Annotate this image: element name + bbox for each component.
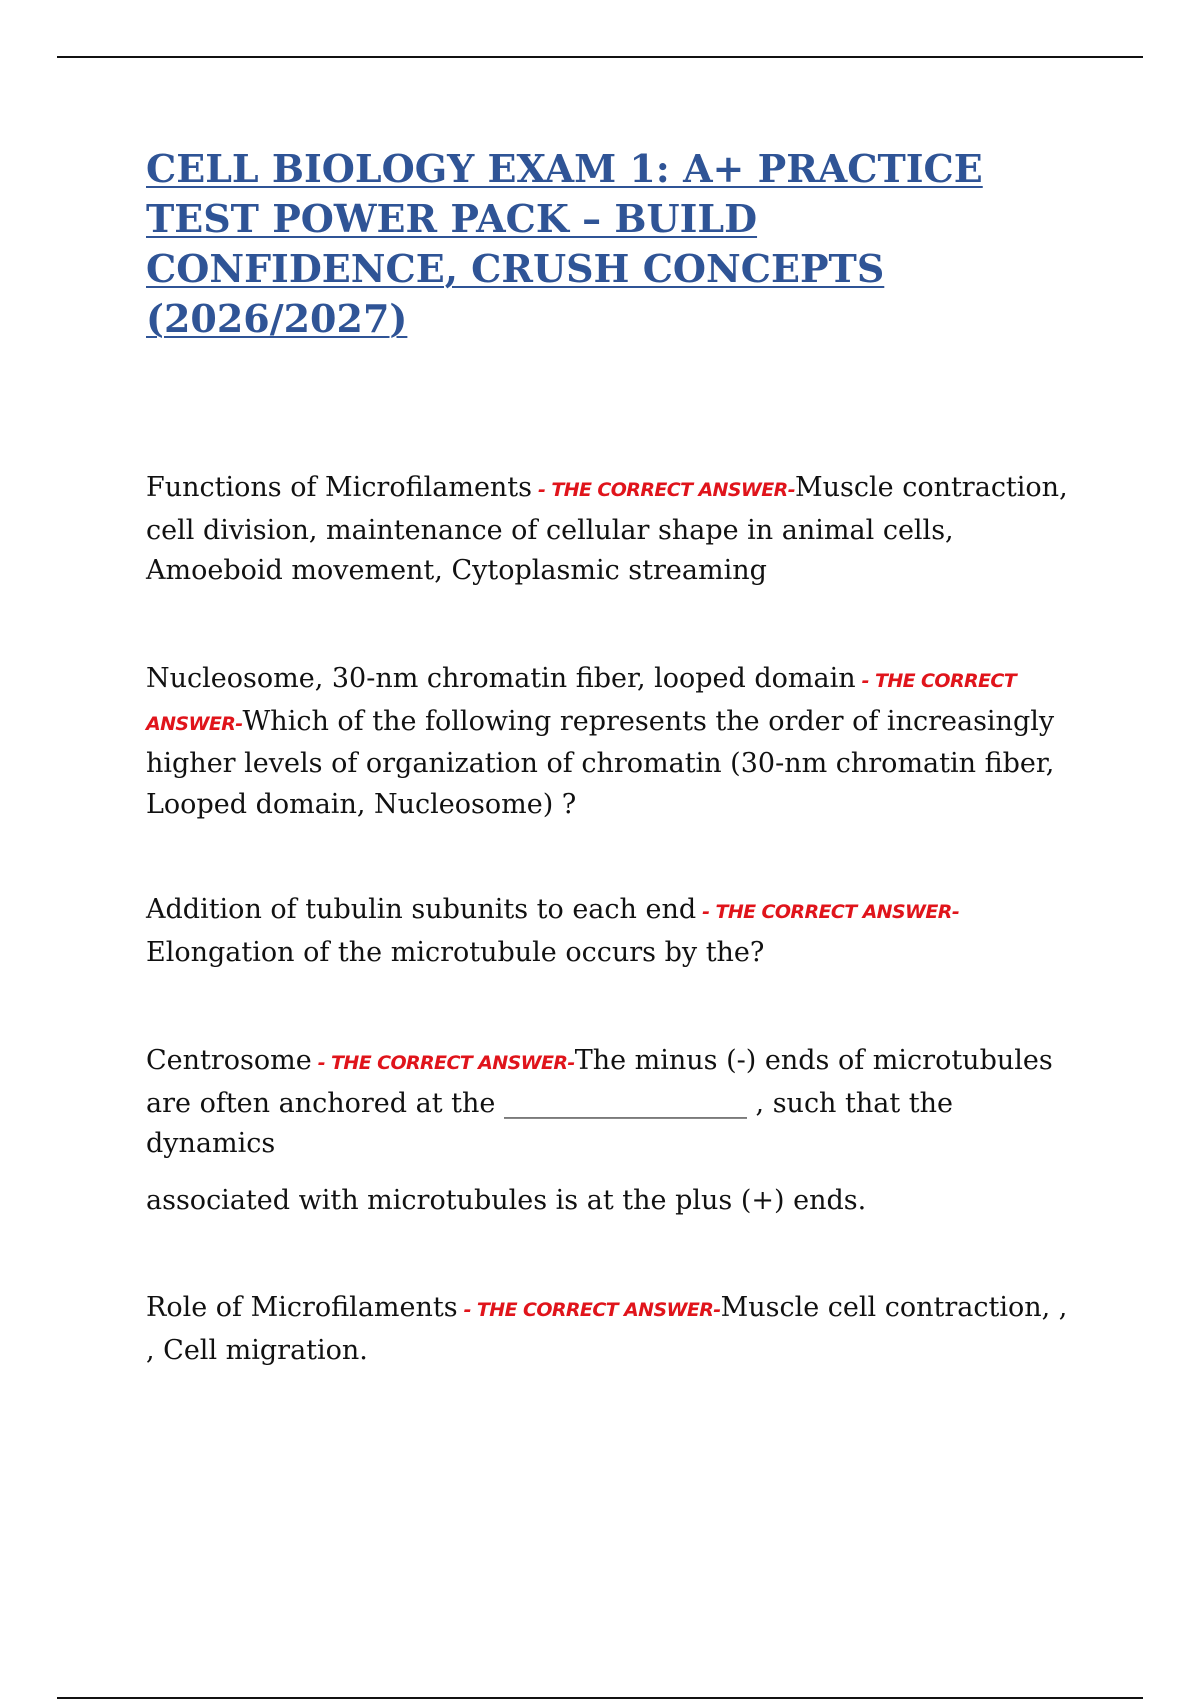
footer-rule [57, 1697, 1143, 1699]
answer-continuation: associated with microtubules is at the plus (+) ends. [146, 1184, 867, 1216]
qa-paragraph [146, 659, 1076, 825]
header-rule [57, 56, 1143, 58]
question-term: Centrosome [146, 1045, 312, 1076]
qa-paragraph [146, 890, 1076, 973]
answer-marker: - THE CORRECT ANSWER- [696, 901, 960, 923]
answer-text: Which of the following represents the order of increasingly higher levels of organization of chromatin (30-nm chromatin fiber, Looped domain, Nucleosome) ? [146, 705, 1055, 820]
answer-marker: - THE CORRECT ANSWER- [146, 670, 1017, 735]
qa-item [146, 468, 1076, 592]
qa-paragraph [146, 1041, 1076, 1165]
answer-marker: - THE CORRECT ANSWER- [532, 479, 795, 501]
answer-text: Muscle cell contraction, , , Cell migration. [146, 1292, 1068, 1366]
question-term: Functions of Microfilaments [146, 472, 533, 503]
qa-item [146, 1288, 1076, 1371]
qa-item [146, 659, 1076, 825]
document-title: CELL BIOLOGY EXAM 1: A+ PRACTICE TEST POWER PACK – BUILD CONFIDENCE, CRUSH CONCEPTS (2026/2027) [146, 146, 983, 341]
answer-marker: - THE CORRECT ANSWER- [457, 1299, 721, 1321]
answer-text: The minus (-) ends of microtubules are often anchored at the __________________ , such that the dynamics [146, 1045, 1053, 1159]
qa-paragraph [146, 1288, 1076, 1371]
qa-paragraph [146, 468, 1076, 592]
question-term: Addition of tubulin subunits to each end [146, 894, 697, 925]
qa-item [146, 1041, 1076, 1221]
question-term: Role of Microfilaments [146, 1292, 458, 1323]
question-term: Nucleosome, 30-nm chromatin fiber, looped domain [146, 663, 856, 694]
answer-marker: - THE CORRECT ANSWER- [311, 1052, 575, 1074]
qa-item [146, 890, 1076, 973]
answer-text: Elongation of the microtubule occurs by the? [146, 936, 765, 968]
answer-text: Muscle contraction, cell division, maintenance of cellular shape in animal cells, Amoeboid movement, Cytoplasmic streaming [146, 472, 1068, 586]
